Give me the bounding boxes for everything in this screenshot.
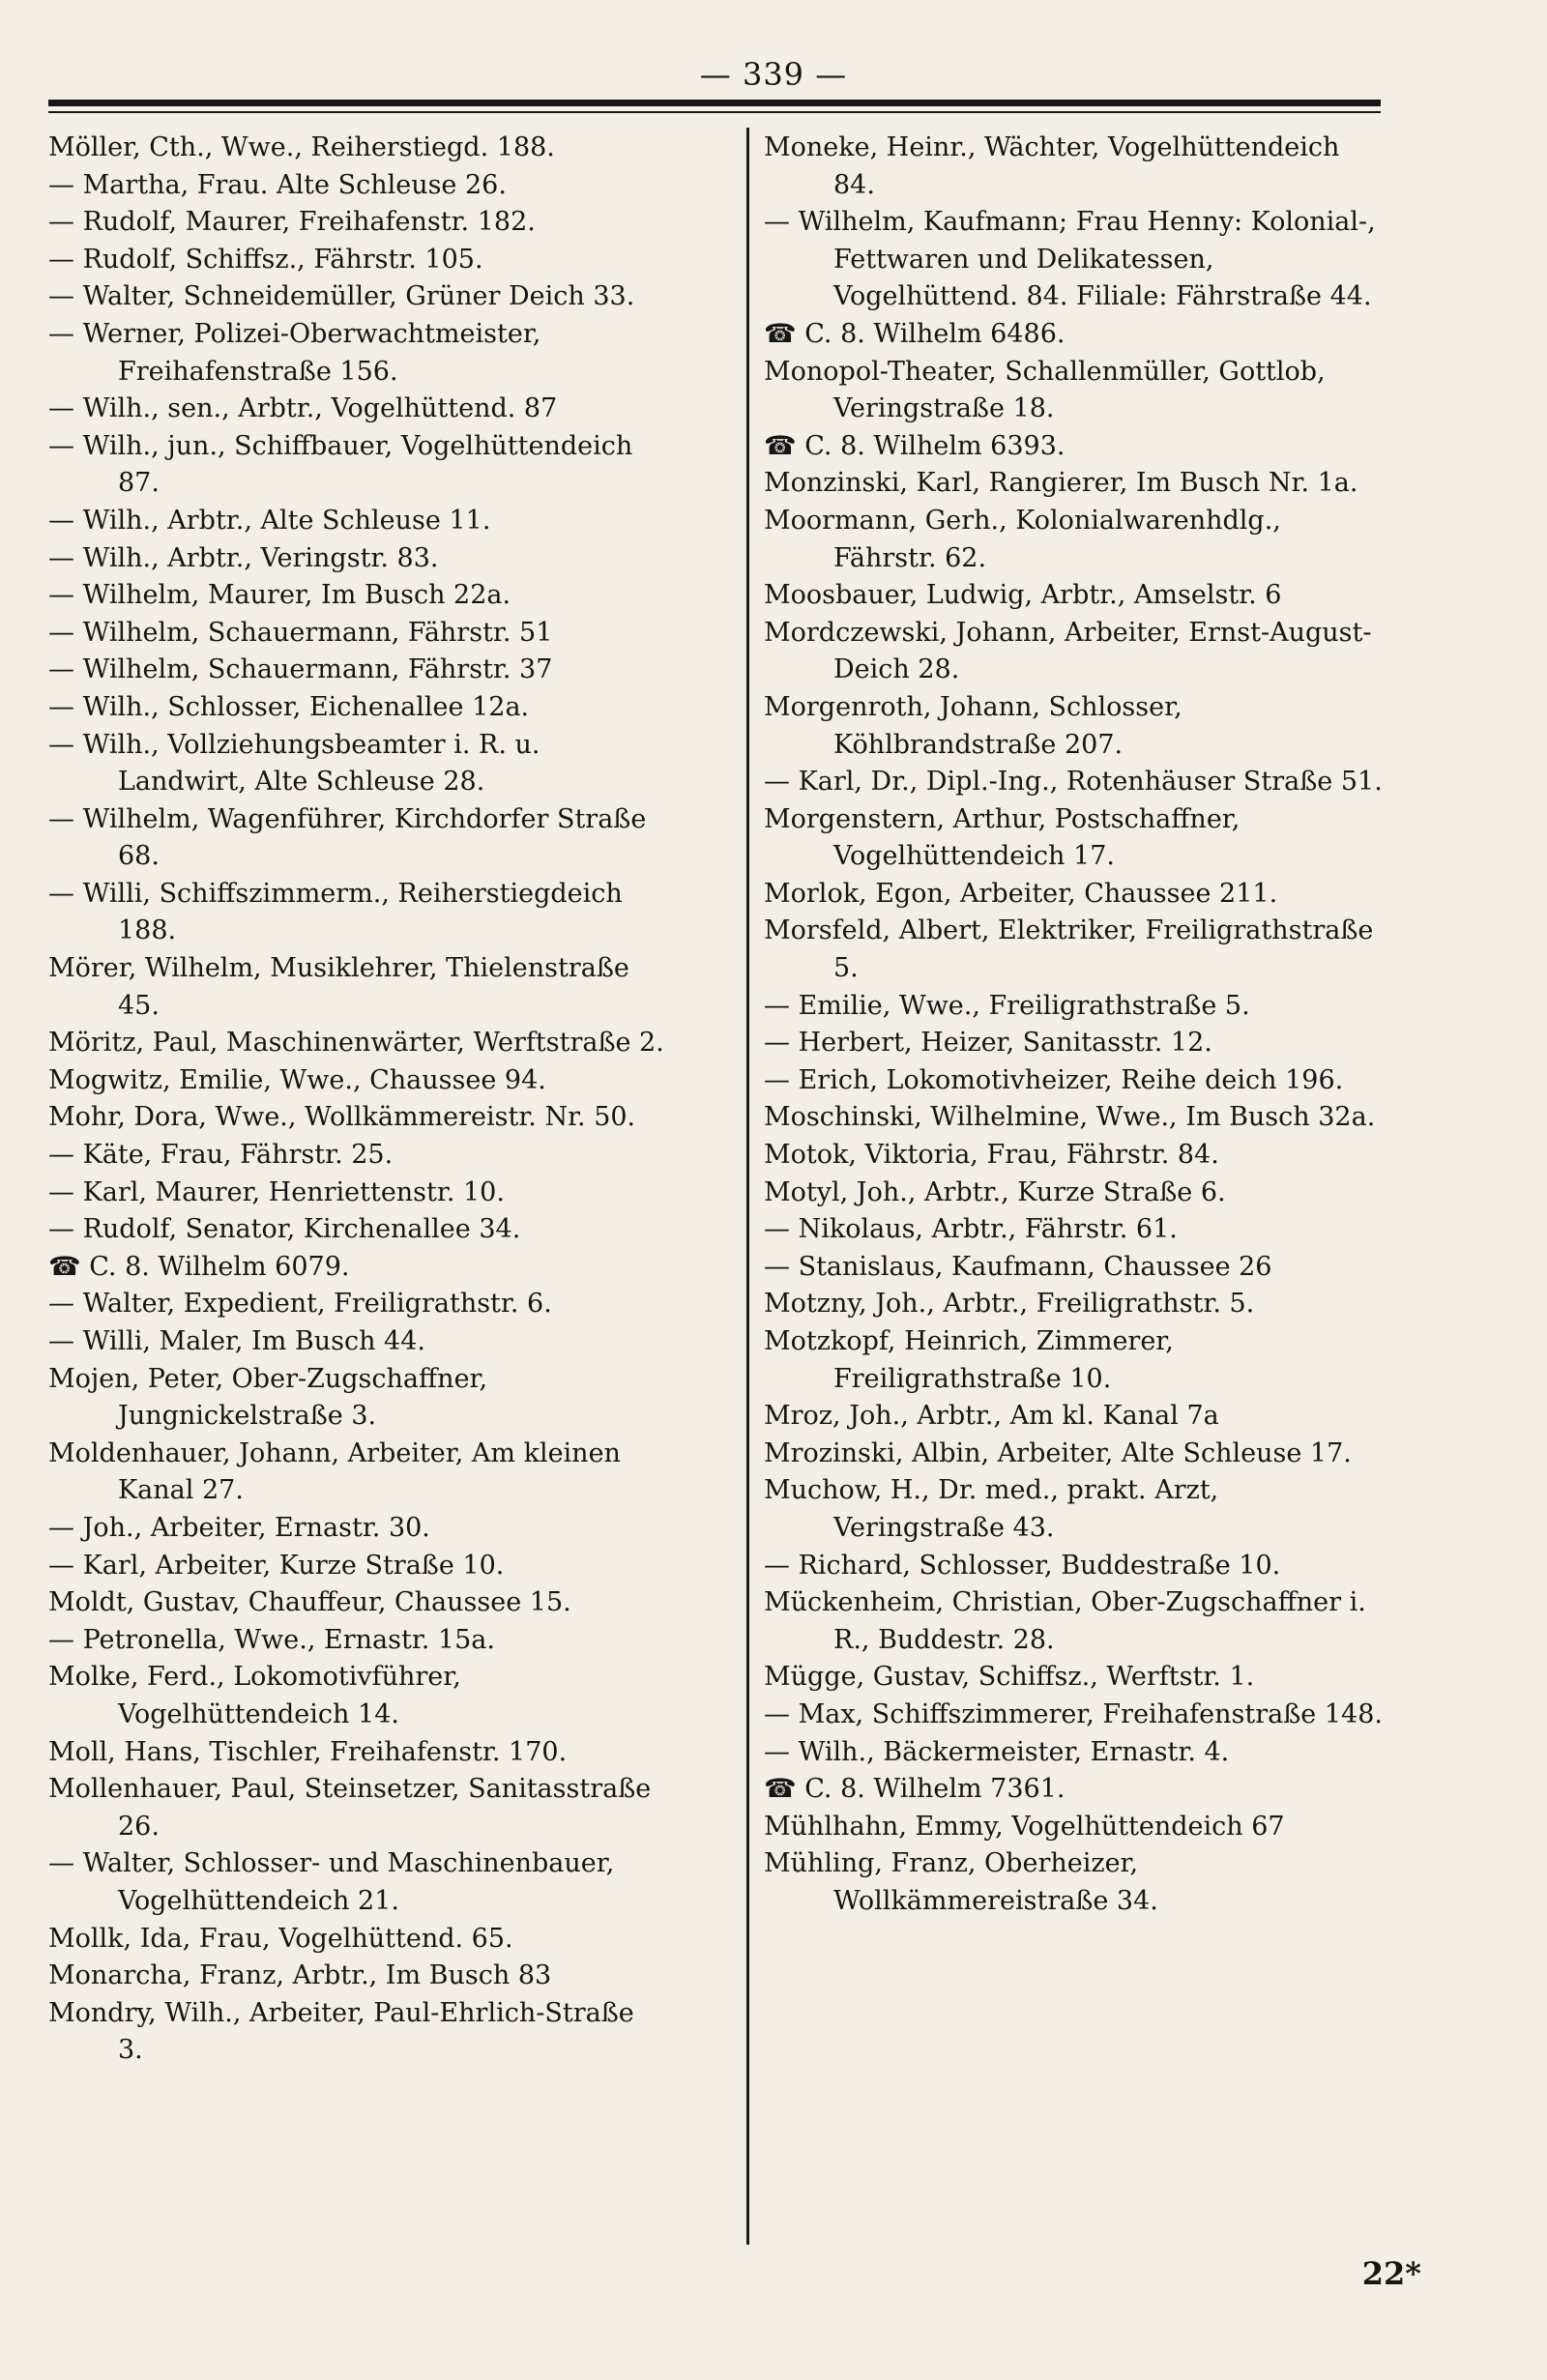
directory-entry: — Käte, Frau, Fährstr. 25. [48,1140,394,1171]
directory-entry: — Joh., Arbeiter, Ernastr. 30. [48,1512,430,1543]
directory-entry: — Wilh., jun., Schiffbauer, Vogelhüttendeich 87. [48,430,633,499]
directory-entry: — Max, Schiffszimmerer, Freihafenstraße 148. [764,1698,1383,1729]
header-rule-thin [48,111,1381,113]
right-column [764,130,1383,1921]
directory-entry: — Wilh., Bäckermeister, Ernastr. 4. [764,1736,1230,1767]
directory-entry: — Wilhelm, Wagenführer, Kirchdorfer Straße 68. [48,803,647,872]
directory-entry: ☎ C. 8. Wilhelm 6486. [764,318,1065,349]
directory-entry: Motyl, Joh., Arbtr., Kurze Straße 6. [764,1176,1226,1207]
directory-entry: Monopol-Theater, Schallenmüller, Gottlob, Veringstraße 18. [764,356,1326,424]
directory-entry: — Wilh., Vollziehungsbeamter i. R. u. Landwirt, Alte Schleuse 28. [48,729,540,798]
directory-entry: — Werner, Polizei-Oberwachtmeister, Freihafenstraße 156. [48,318,541,387]
directory-entry: — Petronella, Wwe., Ernastr. 15a. [48,1624,495,1655]
directory-entry: — Willi, Schiffszimmerm., Reiherstiegdeich 188. [48,878,623,946]
directory-entry: Mogwitz, Emilie, Wwe., Chaussee 94. [48,1064,546,1095]
directory-entry: Mrozinski, Albin, Arbeiter, Alte Schleuse 17. [764,1437,1352,1468]
directory-entry: — Walter, Schneidemüller, Grüner Deich 33. [48,281,635,312]
directory-entry: Moosbauer, Ludwig, Arbtr., Amselstr. 6 [764,580,1282,611]
header-rule-thick [48,100,1381,106]
directory-entry: Motzkopf, Heinrich, Zimmerer, Freiligrathstraße 10. [764,1326,1174,1394]
directory-entry: — Willi, Maler, Im Busch 44. [48,1326,425,1356]
left-column [48,130,667,2070]
directory-entry: — Wilhelm, Kaufmann; Frau Henny: Kolonial-, Fettwaren und Delikatessen, Vogelhüttend. 84. Filiale: Fährstraße 44. [764,207,1376,312]
directory-entry: Monzinski, Karl, Rangierer, Im Busch Nr. 1a. [764,468,1358,499]
directory-entry: Mondry, Wilh., Arbeiter, Paul-Ehrlich-Straße 3. [48,1997,634,2066]
directory-entry: — Erich, Lokomotivheizer, Reihe deich 196. [764,1064,1344,1095]
directory-entry: Mordczewski, Johann, Arbeiter, Ernst-August-Deich 28. [764,617,1372,685]
directory-entry: Moll, Hans, Tischler, Freihafenstr. 170. [48,1736,568,1767]
directory-entry: Muchow, H., Dr. med., prakt. Arzt, Veringstraße 43. [764,1475,1219,1543]
directory-entry: Möritz, Paul, Maschinenwärter, Werftstraße 2. [48,1028,664,1059]
directory-entry: Moormann, Gerh., Kolonialwarenhdlg., Fährstr. 62. [764,505,1281,573]
directory-entry: Morsfeld, Albert, Elektriker, Freiligrathstraße 5. [764,915,1374,984]
directory-entry: Mörer, Wilhelm, Musiklehrer, Thielenstraße 45. [48,953,629,1021]
directory-entry: — Walter, Expedient, Freiligrathstr. 6. [48,1289,552,1320]
signature-mark: 22* [1361,2255,1421,2292]
directory-entry: ☎ C. 8. Wilhelm 7361. [764,1774,1065,1805]
directory-entry: Mollk, Ida, Frau, Vogelhüttend. 65. [48,1923,513,1954]
directory-entry: — Rudolf, Maurer, Freihafenstr. 182. [48,207,536,238]
directory-entry: Morlok, Egon, Arbeiter, Chaussee 211. [764,878,1278,909]
directory-entry: Mügge, Gustav, Schiffsz., Werftstr. 1. [764,1662,1255,1693]
directory-entry: — Walter, Schlosser- und Maschinenbauer, Vogelhüttendeich 21. [48,1848,615,1916]
directory-entry: Moldenhauer, Johann, Arbeiter, Am kleinen Kanal 27. [48,1437,621,1506]
directory-entry: Mückenheim, Christian, Ober-Zugschaffner i. R., Buddestr. 28. [764,1587,1366,1655]
directory-entry: Mollenhauer, Paul, Steinsetzer, Sanitasstraße 26. [48,1774,652,1842]
directory-entry: Moldt, Gustav, Chauffeur, Chaussee 15. [48,1587,571,1618]
directory-entry: Morgenstern, Arthur, Postschaffner, Vogelhüttendeich 17. [764,803,1241,872]
directory-entry: ☎ C. 8. Wilhelm 6079. [48,1251,350,1282]
directory-entry: Motzny, Joh., Arbtr., Freiligrathstr. 5. [764,1289,1255,1320]
directory-entry: — Rudolf, Schiffsz., Fährstr. 105. [48,244,483,275]
directory-entry: Mojen, Peter, Ober-Zugschaffner, Jungnickelstraße 3. [48,1363,488,1432]
directory-entry: — Wilh., Arbtr., Alte Schleuse 11. [48,505,491,536]
directory-entry: Motok, Viktoria, Frau, Fährstr. 84. [764,1140,1219,1171]
directory-entry: Mühlhahn, Emmy, Vogelhüttendeich 67 [764,1811,1285,1842]
directory-entry: — Rudolf, Senator, Kirchenallee 34. [48,1214,521,1245]
directory-entry: — Wilh., sen., Arbtr., Vogelhüttend. 87 [48,393,558,424]
directory-entry: ☎ C. 8. Wilhelm 6393. [764,430,1065,461]
directory-entry: Mohr, Dora, Wwe., Wollkämmereistr. Nr. 50. [48,1102,636,1133]
directory-entry: Molke, Ferd., Lokomotivführer, Vogelhüttendeich 14. [48,1662,461,1729]
directory-entry: — Nikolaus, Arbtr., Fährstr. 61. [764,1214,1178,1245]
directory-entry: — Wilh., Arbtr., Veringstr. 83. [48,542,439,573]
directory-entry: — Wilh., Schlosser, Eichenallee 12a. [48,691,530,722]
directory-entry: — Karl, Arbeiter, Kurze Straße 10. [48,1550,505,1581]
directory-entry: Möller, Cth., Wwe., Reiherstiegd. 188. [48,132,555,162]
directory-entry: Moschinski, Wilhelmine, Wwe., Im Busch 32a. [764,1102,1376,1133]
directory-entry: — Martha, Frau. Alte Schleuse 26. [48,169,507,200]
directory-entry: Mroz, Joh., Arbtr., Am kl. Kanal 7a [764,1401,1219,1432]
directory-entry: Morgenroth, Johann, Schlosser, Köhlbrandstraße 207. [764,691,1182,760]
directory-entry: — Karl, Maurer, Henriettenstr. 10. [48,1176,505,1207]
directory-entry: Moneke, Heinr., Wächter, Vogelhüttendeich 84. [764,132,1340,200]
directory-entry: — Karl, Dr., Dipl.-Ing., Rotenhäuser Straße 51. [764,767,1383,798]
directory-entry: — Herbert, Heizer, Sanitasstr. 12. [764,1028,1212,1059]
directory-entry: — Emilie, Wwe., Freiligrathstraße 5. [764,990,1250,1021]
directory-entry: — Wilhelm, Schauermann, Fährstr. 37 [48,654,553,685]
page-number: — 339 — [699,56,848,93]
directory-entry: — Wilhelm, Maurer, Im Busch 22a. [48,580,511,611]
directory-entry: Monarcha, Franz, Arbtr., Im Busch 83 [48,1960,552,1991]
directory-entry: — Stanislaus, Kaufmann, Chaussee 26 [764,1251,1272,1282]
directory-entry: — Wilhelm, Schauermann, Fährstr. 51 [48,617,553,648]
directory-entry: — Richard, Schlosser, Buddestraße 10. [764,1550,1281,1581]
column-divider [746,128,749,2245]
directory-entry: Mühling, Franz, Oberheizer, Wollkämmereistraße 34. [764,1848,1158,1916]
